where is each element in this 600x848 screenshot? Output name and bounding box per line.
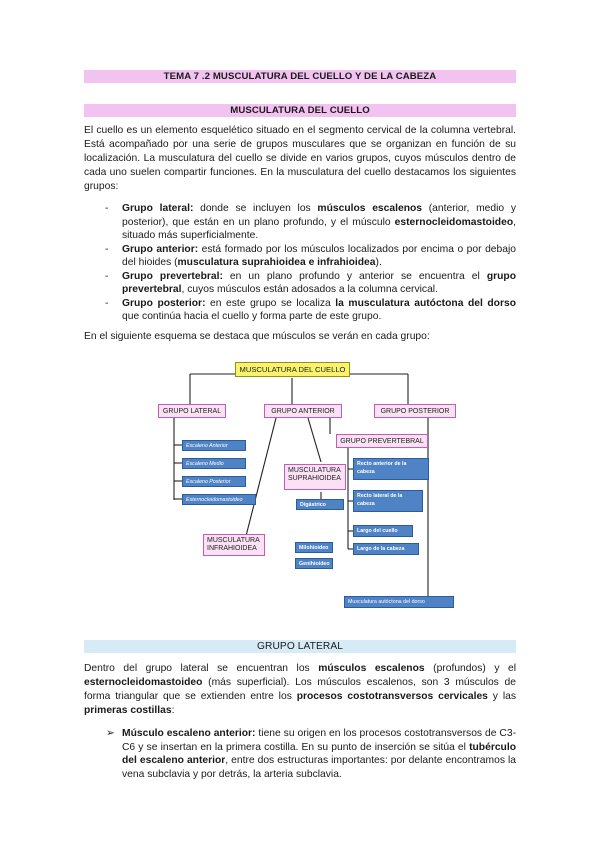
scalene-list bbox=[84, 727, 516, 781]
sternocleidomastoid-node: Esternocleidomastoideo bbox=[182, 494, 256, 505]
scalene-anterior-node: Escaleno Anterior bbox=[182, 440, 246, 451]
bullet-dash: - bbox=[105, 243, 109, 255]
list-item: - Grupo posterior: en este grupo se localiza la musculatura autóctona del dorso que continúa hacia el cuello y forma parte de este grupo. bbox=[84, 297, 516, 324]
suprahyoid-node: MUSCULATURA SUPRAHIOIDEA bbox=[284, 464, 346, 490]
rectus-capitis-lateralis-node: Recto lateral de la cabeza bbox=[353, 490, 423, 512]
list-item: - Grupo anterior: está formado por los músculos localizados por encima o por debajo del hioides (musculatura suprahioidea e infrahioidea). bbox=[84, 243, 516, 270]
arrow-bullet-icon: ➢ bbox=[106, 728, 115, 739]
longus-colli-node: Largo del cuello bbox=[353, 525, 413, 537]
geniohyoid-node: Genihioideo bbox=[295, 558, 333, 569]
muscle-scheme-diagram bbox=[148, 356, 460, 620]
groups-list bbox=[84, 202, 516, 324]
infrahyoid-node: MUSCULATURA INFRAHIOIDEA bbox=[203, 534, 265, 556]
scalene-medius-node: Escaleno Medio bbox=[182, 458, 246, 469]
bullet-dash: - bbox=[105, 297, 109, 309]
page-title: TEMA 7 .2 MUSCULATURA DEL CUELLO Y DE LA CABEZA bbox=[84, 70, 516, 83]
root-node: MUSCULATURA DEL CUELLO bbox=[235, 362, 350, 377]
list-item: - Grupo prevertebral: en un plano profundo y anterior se encuentra el grupo prevertebral, cuyos músculos están adosados a la columna cervical. bbox=[84, 270, 516, 297]
intro-paragraph: El cuello es un elemento esquelético situado en el segmento cervical de la columna vertebral. Está acompañado por una serie de grupos musculares que se organizan en función de su localización. La musculatura del cuello se divide en varios grupos, cuyos músculos dentro de cada uno suelen compartir funciones. En la musculatura del cuello destacamos los siguientes grupos: bbox=[84, 125, 516, 192]
lateral-paragraph: Dentro del grupo lateral se encuentran los músculos escalenos (profundos) y el esternocleidomastoideo (más superficial). Los músculos escalenos, son 3 músculos de forma triangular que se extienden entre los procesos costotransversos cervicales y las primeras costillas: bbox=[84, 663, 516, 716]
digastric-node: Digástrico bbox=[296, 499, 344, 510]
lateral-group-node: GRUPO LATERAL bbox=[158, 404, 226, 418]
list-item: ➢ Músculo escaleno anterior: tiene su origen en los procesos costotransversos de C3-C6 y se insertan en la primera costilla. En su punto de inserción se sitúa el tubérculo del escaleno anterior, entre dos estructuras importantes: por delante encontramos la vena subclavia y por detrás, la arteria subclavia. bbox=[84, 727, 516, 781]
rectus-capitis-anterior-node: Recto anterior de la cabeza bbox=[353, 458, 429, 480]
scheme-intro: En el siguiente esquema se destaca que músculos se verán en cada grupo: bbox=[84, 331, 430, 342]
posterior-group-node: GRUPO POSTERIOR bbox=[374, 404, 456, 418]
anterior-group-node: GRUPO ANTERIOR bbox=[264, 404, 342, 418]
mylohyoid-node: Milohioideo bbox=[295, 542, 333, 553]
scalene-posterior-node: Escaleno Posterior bbox=[182, 476, 246, 487]
back-muscles-node: Musculatura autóctona del dorso bbox=[344, 596, 454, 608]
bullet-dash: - bbox=[105, 203, 109, 214]
prevertebral-group-node: GRUPO PREVERTEBRAL bbox=[336, 434, 428, 448]
bullet-dash: - bbox=[105, 270, 109, 282]
section-heading-lateral: GRUPO LATERAL bbox=[84, 640, 516, 653]
list-item: - Grupo lateral: donde se incluyen los músculos escalenos (anterior, medio y posterior), que están en un plano profundo, y el músculo esternocleidomastoideo, situado más superficialmente. bbox=[84, 202, 516, 243]
longus-capitis-node: Largo de la cabeza bbox=[353, 543, 419, 555]
section-heading-neck: MUSCULATURA DEL CUELLO bbox=[84, 104, 516, 117]
